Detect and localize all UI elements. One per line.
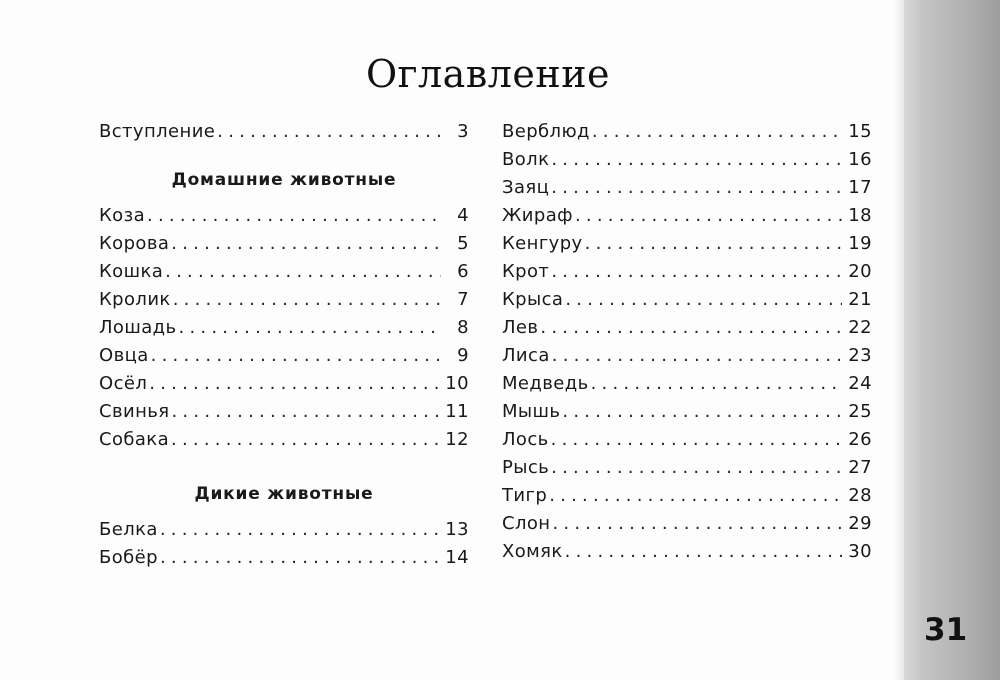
toc-entry-page: 11: [445, 401, 469, 422]
toc-entry[interactable]: [502, 258, 872, 286]
toc-entry-label: Свинья: [99, 401, 170, 422]
toc-entry-label: Осёл: [99, 373, 148, 394]
dot-leader: [585, 230, 843, 258]
dot-leader: [151, 342, 441, 370]
toc-entry[interactable]: [99, 544, 469, 572]
toc-entry-label: Белка: [99, 519, 158, 540]
toc-entry-label: Корова: [99, 233, 170, 254]
toc-entry[interactable]: [99, 230, 469, 258]
dot-leader: [171, 426, 439, 454]
dot-leader: [147, 202, 441, 230]
toc-entry-page: 22: [848, 317, 872, 338]
dot-leader: [173, 286, 441, 314]
toc-entry-page: 15: [848, 121, 872, 142]
section-heading-wild: Дикие животные: [194, 484, 374, 504]
toc-entry-label: Мышь: [502, 401, 561, 422]
toc-entry[interactable]: [502, 454, 872, 482]
toc-entry[interactable]: [99, 516, 469, 544]
dot-leader: [217, 118, 441, 146]
toc-entry-page: 14: [445, 547, 469, 568]
dot-leader: [565, 286, 842, 314]
toc-entry[interactable]: [502, 174, 872, 202]
toc-entry-page: 26: [848, 429, 872, 450]
toc-entry-label: Кролик: [99, 289, 171, 310]
toc-entry[interactable]: [502, 426, 872, 454]
spacer: [99, 146, 469, 166]
toc-entry-label: Волк: [502, 149, 550, 170]
page-title: Оглавление: [365, 52, 611, 96]
dot-leader: [562, 398, 842, 426]
toc-entry[interactable]: [99, 286, 469, 314]
toc-right-column: [502, 118, 872, 566]
toc-entry[interactable]: [502, 342, 872, 370]
toc-entry-label: Рысь: [502, 457, 550, 478]
toc-entry[interactable]: [502, 202, 872, 230]
toc-entry[interactable]: [502, 118, 872, 146]
toc-entry[interactable]: [502, 370, 872, 398]
toc-entry-label: Коза: [99, 205, 145, 226]
toc-entry[interactable]: [99, 342, 469, 370]
dot-leader: [551, 174, 842, 202]
spacer: [99, 454, 469, 480]
dot-leader: [171, 398, 439, 426]
toc-entry[interactable]: [502, 146, 872, 174]
toc-entry[interactable]: [502, 314, 872, 342]
toc-entry-intro[interactable]: [99, 118, 469, 146]
toc-left-column: [99, 118, 469, 572]
toc-entry[interactable]: [99, 314, 469, 342]
dot-leader: [592, 118, 842, 146]
toc-entry-label: Слон: [502, 513, 551, 534]
toc-entry-label: Верблюд: [502, 121, 590, 142]
toc-entry-label: Вступление: [99, 121, 216, 142]
dot-leader: [551, 258, 842, 286]
dot-leader: [549, 482, 842, 510]
toc-entry-page: 10: [445, 373, 469, 394]
toc-entry-label: Медведь: [502, 373, 589, 394]
toc-entry-page: 6: [457, 261, 469, 282]
toc-entry[interactable]: [502, 538, 872, 566]
toc-entry-page: 20: [848, 261, 872, 282]
toc-entry-page: 19: [848, 233, 872, 254]
toc-entry-page: 13: [445, 519, 469, 540]
dot-leader: [179, 314, 441, 342]
dot-leader: [540, 314, 842, 342]
toc-entry-page: 27: [848, 457, 872, 478]
toc-entry-label: Хомяк: [502, 541, 563, 562]
toc-entry-label: Заяц: [502, 177, 550, 198]
dot-leader: [149, 370, 439, 398]
toc-entry-label: Жираф: [502, 205, 573, 226]
toc-entry-page: 8: [457, 317, 469, 338]
toc-entry-page: 16: [848, 149, 872, 170]
toc-entry-page: 7: [457, 289, 469, 310]
toc-entry-page: 24: [848, 373, 872, 394]
page-edge: [904, 0, 1000, 680]
toc-entry-label: Лошадь: [99, 317, 177, 338]
toc-entry-page: 29: [848, 513, 872, 534]
toc-entry-page: 18: [848, 205, 872, 226]
dot-leader: [160, 544, 439, 572]
toc-entry-label: Лиса: [502, 345, 550, 366]
toc-entry[interactable]: [502, 398, 872, 426]
dot-leader: [552, 510, 842, 538]
toc-entry-page: 9: [457, 345, 469, 366]
toc-entry-page: 23: [848, 345, 872, 366]
toc-entry[interactable]: [502, 230, 872, 258]
toc-entry[interactable]: [502, 482, 872, 510]
dot-leader: [165, 258, 441, 286]
dot-leader: [551, 426, 843, 454]
toc-entry[interactable]: [99, 258, 469, 286]
toc-entry[interactable]: [99, 426, 469, 454]
toc-entry-page: 3: [457, 121, 469, 142]
section-heading-domestic: Домашние животные: [171, 170, 397, 190]
toc-entry-label: Лев: [502, 317, 539, 338]
dot-leader: [171, 230, 441, 258]
toc-entry-page: 17: [848, 177, 872, 198]
toc-entry[interactable]: [99, 370, 469, 398]
toc-entry[interactable]: [502, 510, 872, 538]
toc-entry-page: 30: [848, 541, 872, 562]
toc-entry-page: 4: [457, 205, 469, 226]
toc-entry-label: Бобёр: [99, 547, 158, 568]
page-number: 31: [924, 612, 968, 648]
toc-entry-page: 28: [848, 485, 872, 506]
toc-entry[interactable]: [99, 202, 469, 230]
toc-entry-label: Тигр: [502, 485, 548, 506]
dot-leader: [575, 202, 842, 230]
dot-leader: [551, 146, 842, 174]
toc-entry-page: 25: [848, 401, 872, 422]
toc-entry-label: Собака: [99, 429, 170, 450]
toc-entry-label: Лось: [502, 429, 549, 450]
toc-entry-page: 12: [445, 429, 469, 450]
toc-entry[interactable]: [502, 286, 872, 314]
toc-entry-label: Крыса: [502, 289, 564, 310]
toc-entry-label: Кенгуру: [502, 233, 583, 254]
toc-entry-page: 5: [457, 233, 469, 254]
dot-leader: [551, 454, 842, 482]
dot-leader: [565, 538, 843, 566]
dot-leader: [160, 516, 439, 544]
toc-entry-label: Кошка: [99, 261, 164, 282]
toc-entry-label: Крот: [502, 261, 550, 282]
dot-leader: [552, 342, 843, 370]
toc-entry-page: 21: [848, 289, 872, 310]
toc-entry[interactable]: [99, 398, 469, 426]
page-edge-shadow: [894, 0, 904, 680]
dot-leader: [591, 370, 843, 398]
toc-entry-label: Овца: [99, 345, 149, 366]
